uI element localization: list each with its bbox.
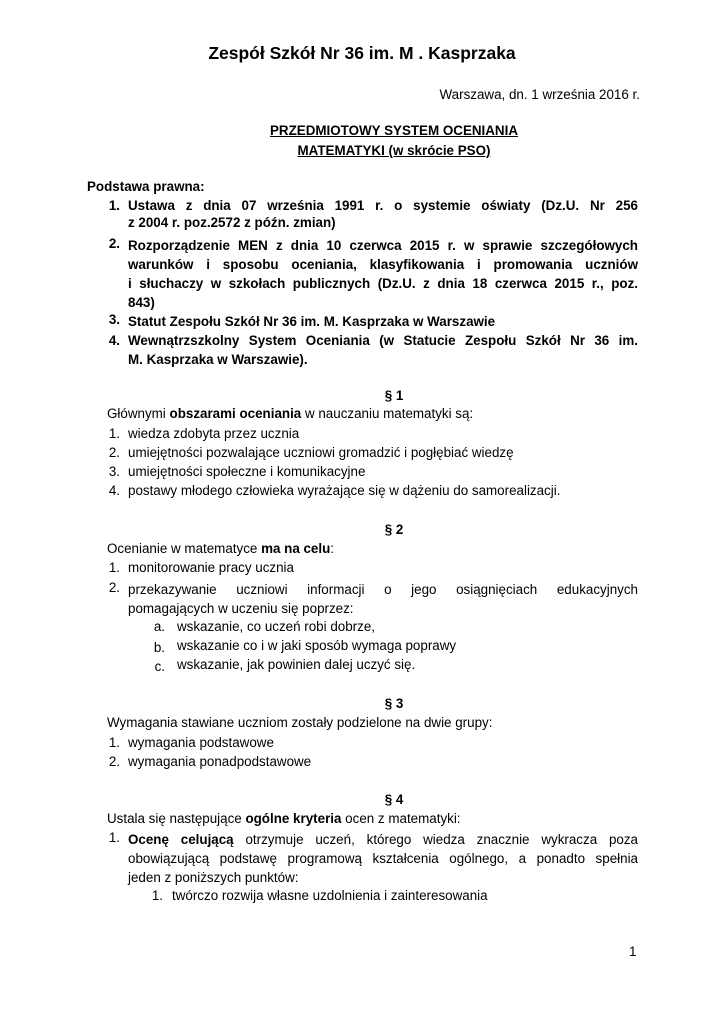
- list-number: 2.: [108, 580, 120, 595]
- doc-title-line1: PRZEDMIOTOWY SYSTEM OCENIANIA: [270, 123, 518, 138]
- intro-text: Głównymi: [107, 406, 170, 421]
- section-1-heading: § 1: [384, 388, 404, 403]
- intro-text: :: [330, 541, 335, 556]
- list-number: 3.: [108, 312, 120, 327]
- list-text: Statut Zespołu Szkół Nr 36 im. M. Kasprzaka w Warszawie: [128, 314, 496, 329]
- intro-text: w nauczaniu matematyki są:: [301, 406, 474, 421]
- list-number: 3.: [108, 464, 120, 479]
- document-date: Warszawa, dn. 1 września 2016 r.: [439, 87, 640, 102]
- list-text: obowiązującą podstawę programową kształcenia ogólnego, a ponadto spełnia: [128, 851, 638, 866]
- list-number: 1.: [108, 426, 120, 441]
- list-number: 1.: [108, 198, 120, 213]
- list-text-rest: otrzymuje uczeń, którego wiedza znacznie wykracza poza: [233, 832, 639, 847]
- intro-text: ocen z matematyki:: [341, 811, 461, 826]
- list-text: z 2004 r. poz.2572 z późn. zmian): [128, 215, 336, 230]
- sublist-letter: a.: [153, 619, 165, 634]
- school-title: Zespół Szkół Nr 36 im. M . Kasprzaka: [208, 43, 516, 63]
- list-text: [128, 830, 638, 849]
- sublist-text: wskazanie co i w jaki sposób wymaga poprawy: [177, 638, 457, 653]
- list-text: wiedza zdobyta przez ucznia: [128, 426, 300, 441]
- list-number: 1.: [108, 830, 120, 845]
- list-text: umiejętności pozwalające uczniowi gromadzić i pogłębiać wiedzę: [128, 445, 514, 460]
- sublist-text: wskazanie, jak powinien dalej uczyć się.: [177, 657, 416, 672]
- list-text: monitorowanie pracy ucznia: [128, 560, 294, 575]
- list-text: przekazywanie uczniowi informacji o jego osiągnięciach edukacyjnych: [128, 582, 638, 597]
- list-number: 2.: [108, 236, 120, 251]
- list-text: i słuchaczy w szkołach publicznych (Dz.U. z dnia 18 czerwca 2015 r., poz.: [128, 276, 638, 291]
- sublist-letter: b.: [153, 640, 165, 655]
- sublist-text: twórczo rozwija własne uzdolnienia i zainteresowania: [172, 888, 488, 903]
- doc-title-line2: MATEMATYKI (w skrócie PSO): [297, 143, 491, 158]
- list-text: Rozporządzenie MEN z dnia 10 czerwca 2015 r. w sprawie szczegółowych: [128, 238, 638, 253]
- section-3-heading: § 3: [384, 696, 404, 711]
- section-2-intro: [107, 541, 334, 556]
- list-number: 1.: [108, 560, 120, 575]
- list-number: 1.: [108, 735, 120, 750]
- list-text: umiejętności społeczne i komunikacyjne: [128, 464, 366, 479]
- list-text: pomagających w uczeniu się poprzez:: [128, 601, 354, 616]
- section-3-intro: Wymagania stawiane uczniom zostały podzielone na dwie grupy:: [107, 715, 493, 730]
- intro-text: Ocenianie w matematyce: [107, 541, 262, 556]
- section-4-heading: § 4: [384, 792, 404, 807]
- list-text: M. Kasprzaka w Warszawie).: [128, 352, 308, 367]
- intro-bold: obszarami oceniania: [169, 406, 302, 421]
- sublist-text: wskazanie, co uczeń robi dobrze,: [177, 619, 375, 634]
- list-number: 2.: [108, 754, 120, 769]
- section-1-intro: [107, 406, 473, 421]
- list-text: warunków i sposobu oceniania, klasyfikowania i promowania uczniów: [128, 257, 638, 272]
- list-text: jeden z poniższych punktów:: [128, 870, 299, 885]
- page-number: 1: [629, 944, 637, 959]
- grade-name: Ocenę celującą: [128, 832, 234, 847]
- legal-basis-heading: Podstawa prawna:: [87, 179, 205, 194]
- list-number: 2.: [108, 445, 120, 460]
- intro-bold: ma na celu: [261, 541, 331, 556]
- list-number: 4.: [108, 483, 120, 498]
- section-4-intro: [107, 811, 461, 826]
- list-text: postawy młodego człowieka wyrażające się w dążeniu do samorealizacji.: [128, 483, 561, 498]
- list-text: Wewnątrzszkolny System Oceniania (w Statucie Zespołu Szkół Nr 36 im.: [128, 333, 638, 348]
- sublist-number: 1.: [151, 888, 163, 903]
- list-text: Ustawa z dnia 07 września 1991 r. o systemie oświaty (Dz.U. Nr 256: [128, 198, 638, 213]
- list-number: 4.: [108, 333, 120, 348]
- list-text: wymagania ponadpodstawowe: [128, 754, 312, 769]
- intro-text: Ustala się następujące: [107, 811, 246, 826]
- intro-bold: ogólne kryteria: [245, 811, 342, 826]
- list-text: wymagania podstawowe: [128, 735, 274, 750]
- sublist-letter: c.: [154, 659, 165, 674]
- section-2-heading: § 2: [384, 522, 404, 537]
- list-text: 843): [128, 295, 155, 310]
